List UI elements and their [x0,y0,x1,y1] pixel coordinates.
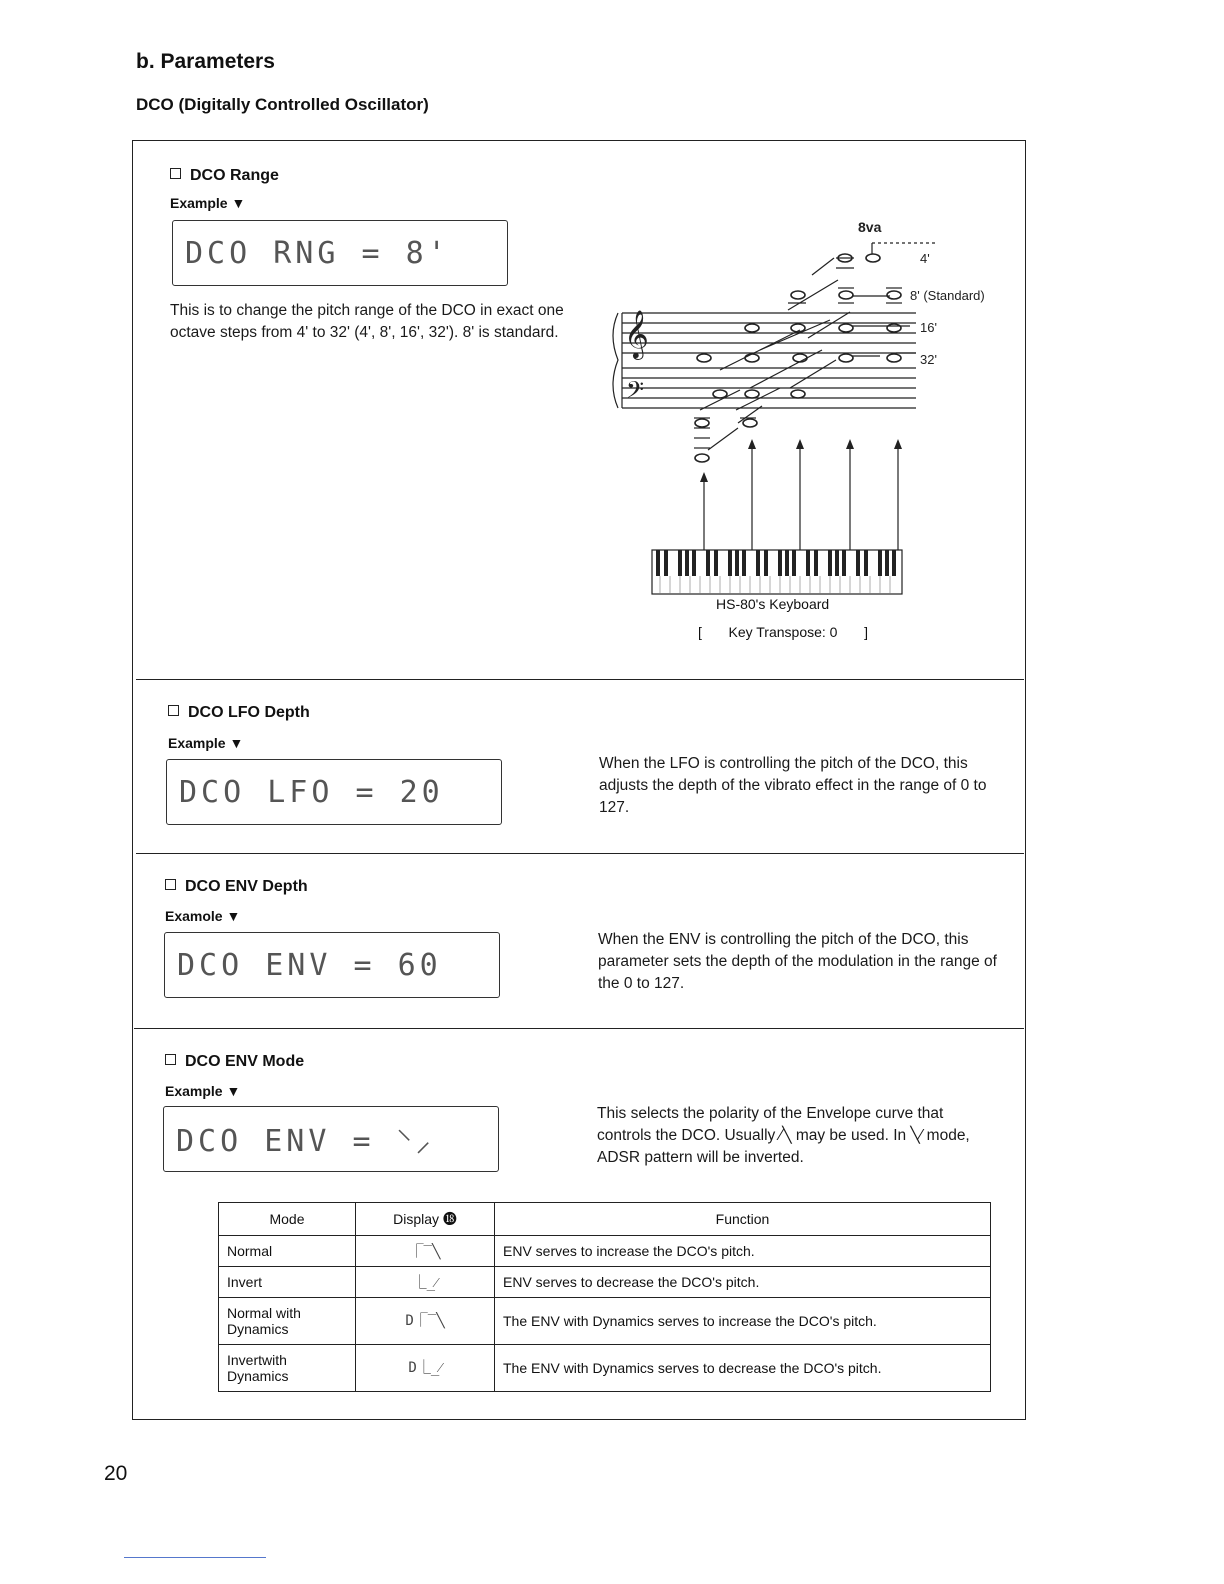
section-title: b. Parameters [136,50,275,73]
param-title-dco-env-mode: DCO ENV Mode [165,1053,304,1071]
mode-cell: Invertwith Dynamics [219,1345,356,1392]
example-label: Example ▼ [165,1083,241,1099]
example-label: Example ▼ [168,735,244,751]
footer-rule [124,1557,266,1558]
range-label-16: 16' [920,320,937,335]
keyboard-label: HS-80's Keyboard [716,596,830,612]
lcd-display: DCO ENV = ⸌⸝ [163,1106,499,1172]
param-title-dco-range: DCO Range [170,167,279,185]
divider [136,853,1024,854]
display-cell: D⎿_⁄ [356,1345,495,1392]
param-description: When the LFO is controlling the pitch of the DCO, this adjusts the depth of the vibrato effect in the range of 0 to 127. [599,755,987,816]
transpose-text: Key Transpose: 0 [728,624,838,640]
page-number: 20 [104,1462,128,1485]
param-description: This selects the polarity of the Envelope curve that controls the DCO. Usually ⁄╲ may be used. In ╲⁄ mode, ADSR pattern will be inverted. [597,1105,970,1166]
param-description: When the ENV is controlling the pitch of the DCO, this parameter sets the depth of the modulation in the range of the 0 to 127. [598,931,997,992]
param-title-dco-env-depth: DCO ENV Depth [165,878,308,896]
function-cell: The ENV with Dynamics serves to decrease the DCO's pitch. [495,1345,991,1392]
table-row [219,1345,991,1392]
checkbox-icon [170,168,181,179]
range-label-32: 32' [920,352,937,367]
checkbox-icon [168,705,179,716]
param-title-dco-lfo-depth: DCO LFO Depth [168,704,310,722]
param-description: This is to change the pitch range of the DCO in exact one octave steps from 4' to 32' (4', 8', 16', 32'). 8' is standard. [170,302,564,341]
checkbox-icon [165,879,176,890]
range-diagram [590,210,1030,650]
svg-text:𝄞: 𝄞 [624,309,649,358]
lcd-display: DCO LFO = 20 [166,759,502,825]
transpose-label [698,624,868,640]
display-cell: ⎾‾╲ [356,1236,495,1267]
bracket-left: [ [698,624,702,640]
checkbox-icon [165,1054,176,1065]
lcd-display: DCO RNG = 8' [172,220,508,286]
table-row [219,1236,991,1267]
range-label-8: 8' (Standard) [910,288,985,303]
example-label: Example ▼ [170,195,246,211]
column-header-function: Function [495,1203,991,1236]
display-cell: ⎿_⁄ [356,1267,495,1298]
mode-cell: Normal [219,1236,356,1267]
bracket-right: ] [864,624,868,640]
lcd-display: DCO ENV = 60 [164,932,500,998]
column-header-display: Display ⓲ [356,1203,495,1236]
octave-label: 8va [858,219,882,235]
subsection-title: DCO (Digitally Controlled Oscillator) [136,95,429,114]
mode-cell: Invert [219,1267,356,1298]
example-label: Examole ▼ [165,908,241,924]
divider [136,679,1024,680]
function-cell: ENV serves to decrease the DCO's pitch. [495,1267,991,1298]
table-header-row [219,1203,991,1236]
divider [134,1028,1024,1029]
env-mode-table [218,1202,991,1392]
range-label-4: 4' [920,251,930,266]
function-cell: ENV serves to increase the DCO's pitch. [495,1236,991,1267]
display-cell: D⎾‾╲ [356,1298,495,1345]
table-row [219,1298,991,1345]
svg-text:𝄢: 𝄢 [626,376,645,409]
function-cell: The ENV with Dynamics serves to increase the DCO's pitch. [495,1298,991,1345]
table-row [219,1267,991,1298]
column-header-mode: Mode [219,1203,356,1236]
mode-cell: Normal with Dynamics [219,1298,356,1345]
